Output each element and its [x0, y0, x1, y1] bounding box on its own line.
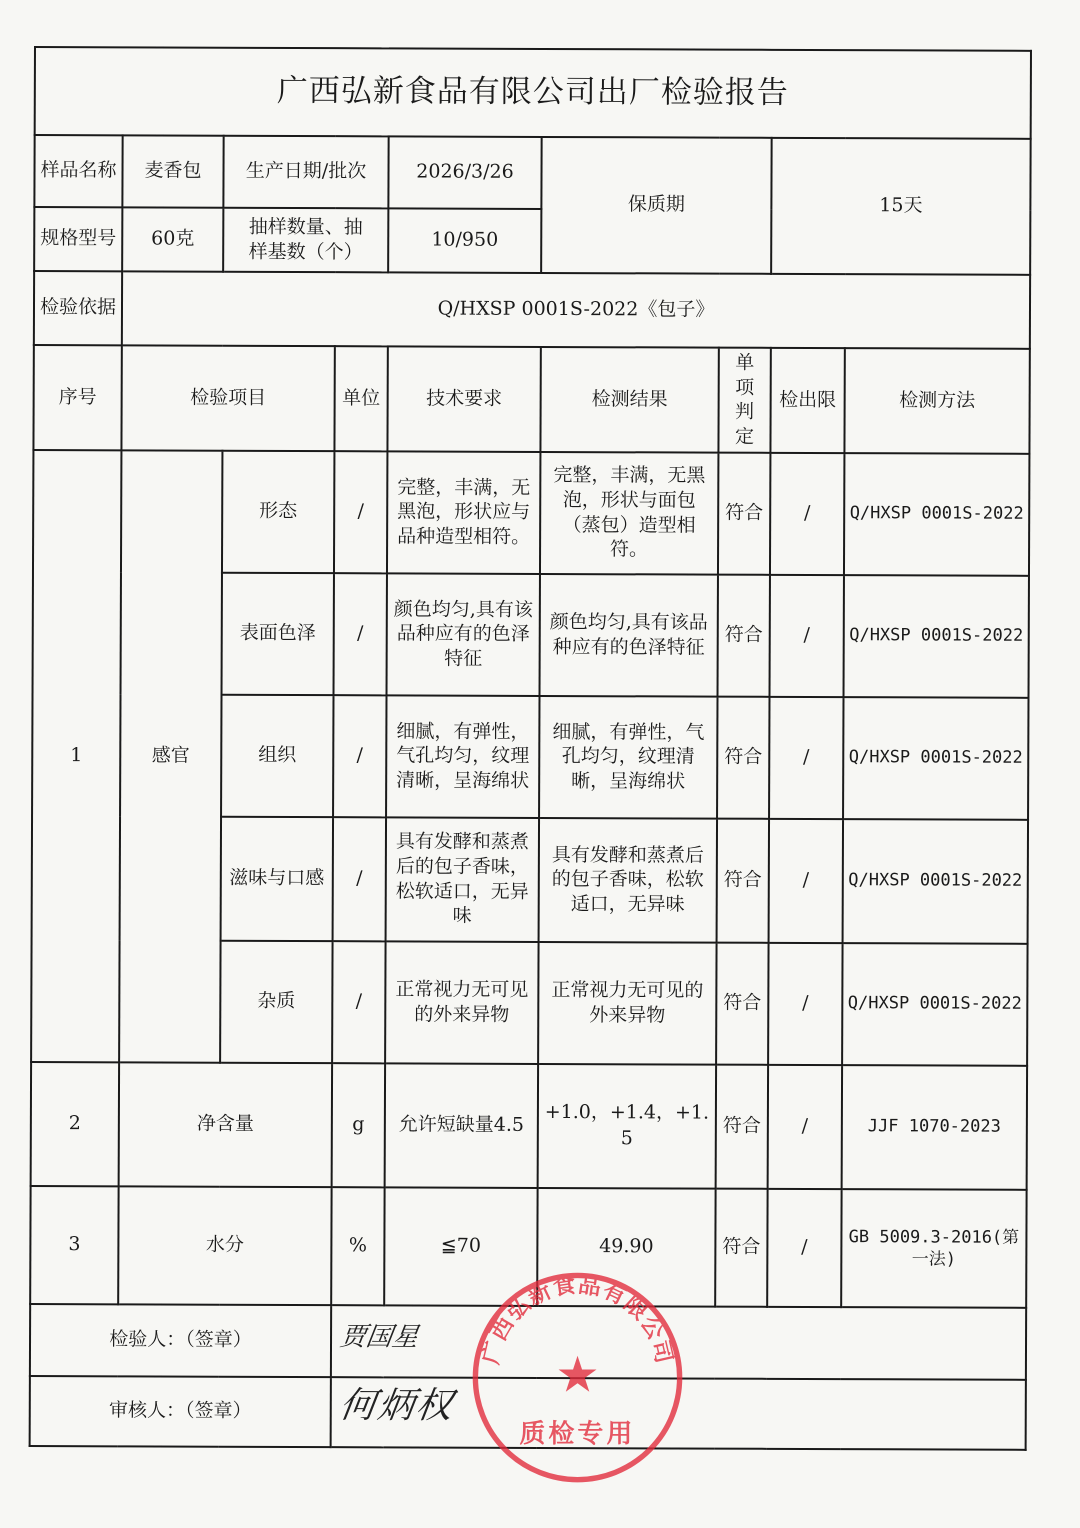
- inspector-label: 检验人：（签章）: [30, 1304, 331, 1377]
- moisture-unit: %: [331, 1187, 384, 1305]
- moisture-no: 3: [30, 1186, 118, 1304]
- judgment-value: 符合: [718, 452, 770, 574]
- result-text: 颜色均匀,具有该品种应有的色泽特征: [540, 574, 718, 697]
- net-content-unit: g: [332, 1063, 385, 1187]
- unit-value: /: [334, 573, 387, 695]
- sampling-value: 10/950: [388, 208, 541, 273]
- sensory-category: 感官: [119, 450, 222, 1062]
- col-item: 检验项目: [121, 345, 334, 451]
- limit-value: /: [768, 943, 842, 1065]
- unit-value: /: [332, 941, 385, 1063]
- net-content-judgment: 符合: [716, 1064, 768, 1188]
- seal-company-text: 广西弘新食品有限公司: [477, 1271, 678, 1367]
- unit-value: /: [333, 695, 386, 817]
- sample-name-value: 麦香包: [122, 135, 223, 207]
- inspection-report: [29, 46, 1030, 1451]
- shelf-life-value: 15天: [771, 138, 1031, 275]
- net-content-no: 2: [31, 1062, 119, 1186]
- result-text: 完整，丰满，无黑泡，形状与面包（蒸包）造型相符。: [540, 452, 718, 575]
- limit-value: /: [770, 453, 844, 575]
- seal-star-icon: ★: [555, 1345, 600, 1404]
- col-method: 检测方法: [844, 348, 1029, 453]
- moisture-result: 49.90: [537, 1188, 715, 1307]
- requirement-text: 正常视力无可见的外来异物: [385, 941, 538, 1064]
- moisture-requirement: ≦70: [384, 1187, 537, 1306]
- shelf-life-label: 保质期: [541, 137, 772, 274]
- reviewer-label: 审核人：（签章）: [30, 1376, 331, 1447]
- col-judgment: 单项判定: [718, 348, 770, 453]
- prod-date-value: 2026/3/26: [388, 136, 541, 209]
- unit-value: /: [334, 451, 387, 573]
- item-name: 形态: [222, 450, 334, 572]
- net-content-limit: /: [768, 1065, 842, 1189]
- net-content-requirement: 允许短缺量4.5: [385, 1063, 538, 1188]
- col-result: 检测结果: [540, 347, 718, 452]
- net-content-method: JJF 1070-2023: [842, 1065, 1027, 1190]
- limit-value: /: [770, 575, 844, 697]
- reviewer-sign-cell: [331, 1377, 1026, 1450]
- report-title: 广西弘新食品有限公司出厂检验报告: [35, 47, 1031, 139]
- col-limit: 检出限: [770, 348, 844, 453]
- net-content-name: 净含量: [119, 1062, 332, 1187]
- result-text: 正常视力无可见的外来异物: [538, 942, 716, 1065]
- limit-value: /: [769, 819, 843, 943]
- col-no: 序号: [33, 345, 121, 450]
- method-value: Q/HXSP 0001S-2022: [844, 575, 1029, 698]
- requirement-text: 完整，丰满，无黑泡，形状应与品种造型相符。: [387, 451, 540, 574]
- table-row: [30, 1186, 1026, 1308]
- item-name: 组织: [221, 694, 333, 816]
- judgment-value: 符合: [718, 574, 770, 696]
- requirement-text: 具有发酵和蒸煮后的包子香味，松软适口，无异味: [386, 817, 539, 942]
- judgment-value: 符合: [717, 696, 769, 818]
- inspector-signature: 贾国星: [337, 1321, 421, 1353]
- sensory-no: 1: [31, 450, 121, 1062]
- spec-value: 60克: [122, 207, 223, 271]
- unit-value: /: [333, 817, 386, 941]
- basis-value: Q/HXSP 0001S-2022《包子》: [122, 271, 1030, 348]
- seal-purpose-text: 质检专用: [519, 1419, 636, 1449]
- sampling-label: 抽样数量、抽样基数（个）: [223, 208, 388, 273]
- net-content-result: +1.0，+1.4，+1.5: [538, 1064, 716, 1189]
- col-requirement: 技术要求: [387, 346, 540, 451]
- moisture-judgment: 符合: [715, 1188, 767, 1306]
- result-text: 具有发酵和蒸煮后的包子香味，松软适口，无异味: [539, 818, 717, 943]
- item-name: 表面色泽: [222, 572, 334, 694]
- judgment-value: 符合: [716, 942, 768, 1064]
- inspector-sign-cell: [331, 1305, 1026, 1380]
- table-row: [31, 1062, 1027, 1190]
- basis-label: 检验依据: [34, 271, 122, 345]
- judgment-value: 符合: [717, 818, 769, 942]
- prod-date-label: 生产日期/批次: [223, 136, 388, 209]
- report-table: [29, 46, 1032, 1451]
- col-unit: 单位: [334, 346, 387, 451]
- method-value: Q/HXSP 0001S-2022: [842, 943, 1027, 1066]
- moisture-limit: /: [767, 1189, 841, 1307]
- limit-value: /: [769, 697, 843, 819]
- requirement-text: 细腻，有弹性，气孔均匀，纹理清晰，呈海绵状: [386, 695, 539, 818]
- result-text: 细腻，有弹性，气孔均匀，纹理清晰，呈海绵状: [539, 696, 717, 819]
- sample-name-label: 样品名称: [34, 135, 122, 207]
- requirement-text: 颜色均匀,具有该品种应有的色泽特征: [387, 573, 540, 696]
- table-row: [33, 450, 1029, 576]
- item-name: 杂质: [220, 940, 332, 1062]
- method-value: Q/HXSP 0001S-2022: [844, 453, 1029, 576]
- moisture-name: 水分: [118, 1186, 331, 1305]
- spec-label: 规格型号: [34, 207, 122, 271]
- method-value: Q/HXSP 0001S-2022: [843, 819, 1028, 944]
- item-name: 滋味与口感: [221, 816, 333, 940]
- reviewer-signature: 何炳权: [336, 1384, 457, 1427]
- method-value: Q/HXSP 0001S-2022: [843, 697, 1028, 820]
- moisture-method: GB 5009.3-2016(第一法): [841, 1189, 1026, 1308]
